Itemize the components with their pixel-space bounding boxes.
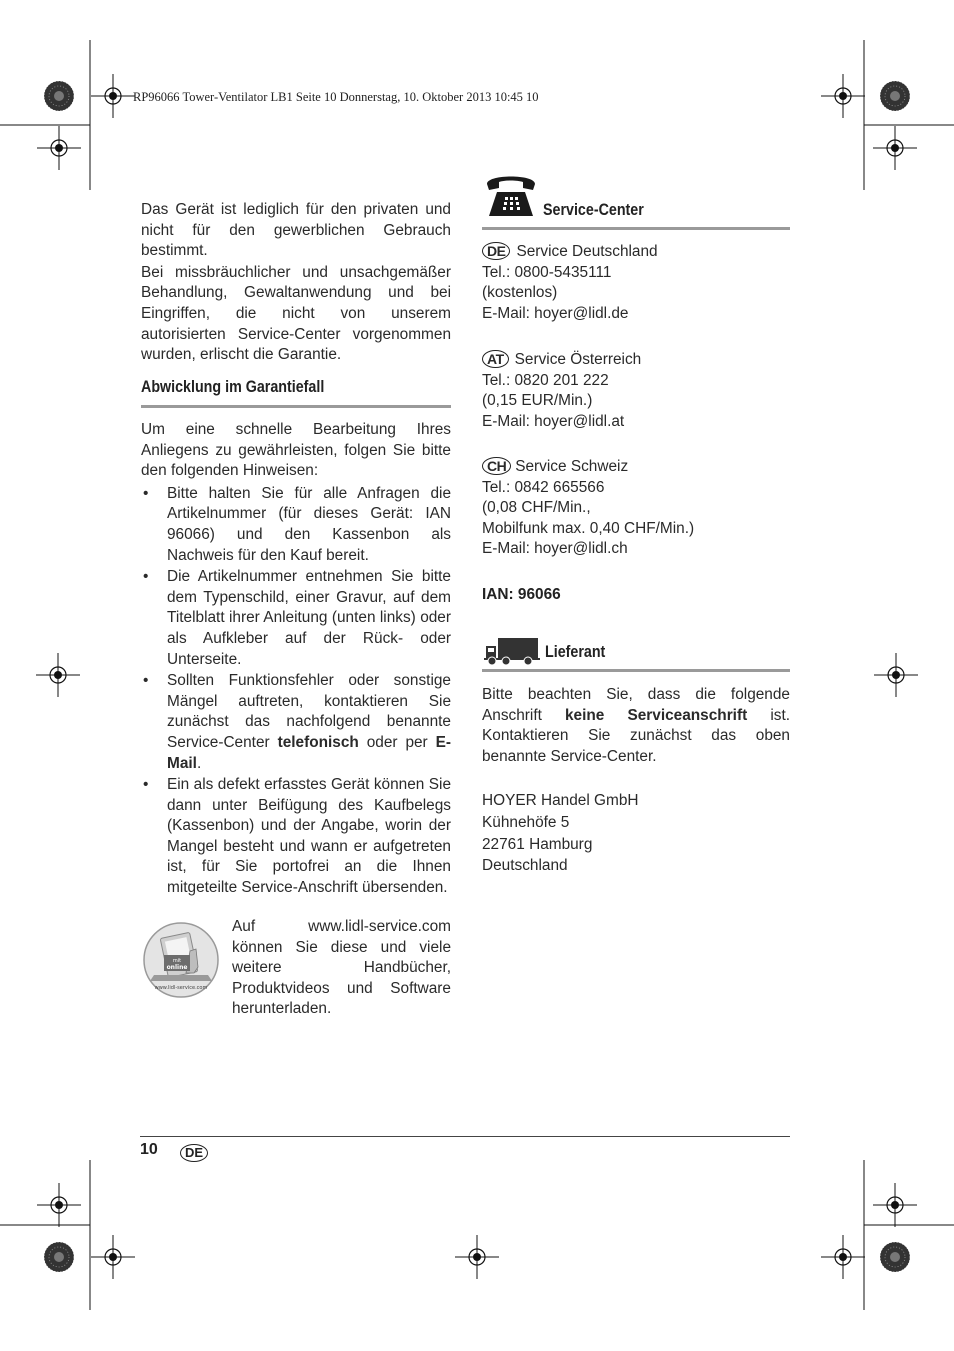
delivery-truck-icon [484,636,540,666]
heading-rule [141,405,451,408]
warranty-intro: Um eine schnelle Bearbeitung Ihres Anliegens zu gewährleisten, folgen Sie bitte den folgenden Hinweisen: [141,421,451,480]
bullet-icon: • [143,568,149,586]
online-download-note: Auf www.lidl-service.com können Sie diese und viele weitere Handbücher, Produktvideos und Software herunterladen. [232,918,451,1018]
bullet-icon: • [143,776,149,794]
flag-badge-de: DE [482,242,510,260]
supplier-address: HOYER Handel GmbH Kühnehöfe 5 22761 Hamburg Deutschland [482,792,639,875]
intro-paragraph-1: Das Gerät ist lediglich für den privaten und nicht für den gewerblichen Gebrauch bestimmt. [141,201,451,260]
bullet-icon: • [143,484,149,502]
list-item: • Ein als defekt erfasstes Gerät können Sie dann unter Beifügung des Kaufbelegs (Kassenbon) und der Angabe, worin der Mangel besteht und wann er aufgetreten ist, für Sie portofrei an die Ihnen mitgeteilte Service-Anschrift übersenden. [143,776,451,897]
svg-text:mit: mit [172,958,182,964]
phone-number: Tel.: 0800-5435111 [482,263,612,281]
svg-text:www.lidl-service.com: www.lidl-service.com [154,985,208,991]
bullet-icon: • [143,672,149,690]
supplier-heading: Lieferant [545,642,606,661]
email-address: E-Mail: hoyer@lidl.de [482,304,629,322]
telephone-icon [483,172,539,218]
lidl-service-online-icon [142,921,220,999]
phone-number: Tel.: 0820 201 222 [482,371,609,389]
service-austria-block: AT Service Österreich Tel.: 0820 201 222 (0,15 EUR/Min.) E-Mail: hoyer@lidl.at [482,350,790,432]
flag-badge-at: AT [482,350,509,368]
supplier-note: Bitte beachten Sie, dass die folgende Anschrift keine Serviceanschrift ist. Kontaktieren Sie zunächst das oben benannte Service-Center. [482,686,790,765]
heading-rule [482,669,790,672]
list-item: • Bitte halten Sie für alle Anfragen die Artikelnummer (für dieses Gerät: IAN 96066) und den Kassenbon als Nachweis für den Kauf bereit. [143,484,451,564]
flag-badge-ch: CH [482,457,511,475]
warranty-process-heading: Abwicklung im Garantiefall [141,377,325,396]
footer-rule [140,1136,790,1137]
warranty-bullet-list [141,484,451,899]
page-number: 10 [140,1141,158,1158]
svg-text:online: online [166,964,188,971]
email-address: E-Mail: hoyer@lidl.ch [482,540,628,558]
phone-number: Tel.: 0842 665566 [482,478,605,496]
list-item: • Sollten Funktionsfehler oder sonstige Mängel auftreten, kontaktieren Sie zunächst das nachfolgend benannte Service-Center telefonisch oder per E-Mail. [143,672,451,772]
ian-number: IAN: 96066 [482,586,561,603]
language-badge: DE [180,1144,208,1162]
warranty-instructions [141,420,451,899]
print-slug-line: RP96066 Tower-Ventilator LB1 Seite 10 Donnerstag, 10. Oktober 2013 10:45 10 [133,90,539,104]
service-germany-block: DE Service Deutschland Tel.: 0800-5435111 (kostenlos) E-Mail: hoyer@lidl.de [482,242,790,324]
list-item: • Die Artikelnummer entnehmen Sie bitte dem Typenschild, einer Gravur, auf dem Titelblatt ihrer Anleitung (unten links) oder als Aufkleber auf der Rück- oder Unterseite. [143,568,451,668]
intro-paragraph-2: Bei missbräuchlicher und unsachgemäßer Behandlung, Gewaltanwendung und bei Eingriffen, die nicht von unserem autorisierten Service-Center vorgenommen wurden, erlischt die Garantie. [141,263,451,364]
service-center-heading: Service-Center [543,200,644,219]
heading-rule [482,227,790,230]
email-address: E-Mail: hoyer@lidl.at [482,412,625,430]
left-column [141,200,451,366]
service-switzerland-block: CH Service Schweiz Tel.: 0842 665566 (0,08 CHF/Min., Mobilfunk max. 0,40 CHF/Min.) E-Mail: hoyer@lidl.ch [482,457,790,560]
